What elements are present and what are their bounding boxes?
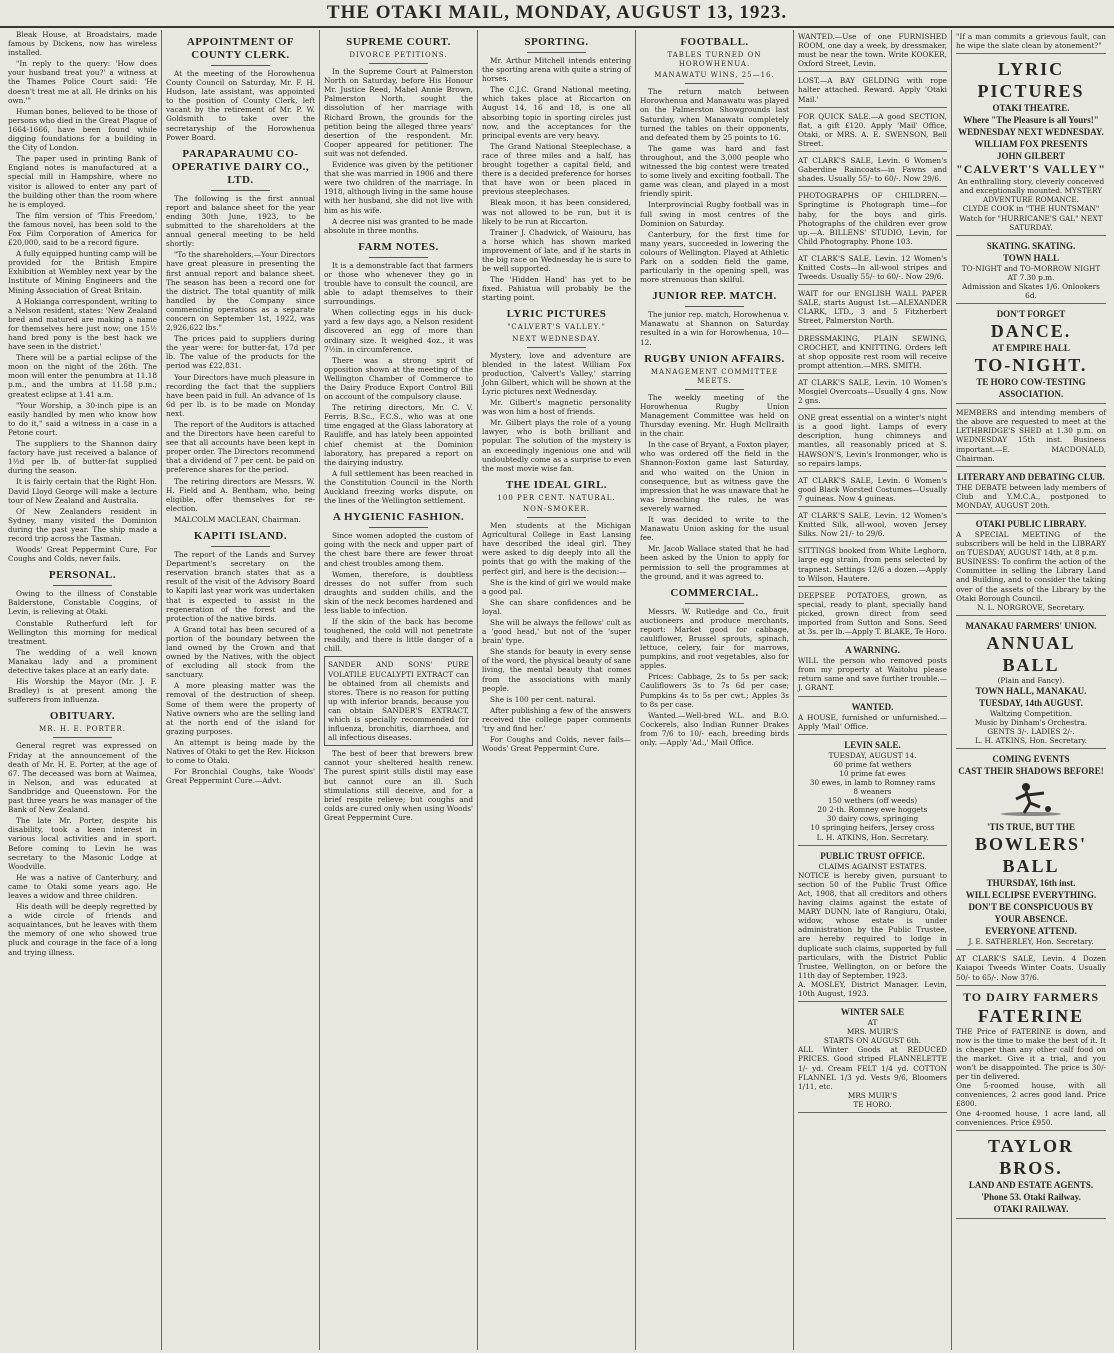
article-heading: LYRIC PICTURES [506, 308, 607, 321]
article-heading: KAPITI ISLAND. [193, 530, 288, 543]
article [482, 36, 631, 302]
ad-line: "If a man commits a grievous fault, can he wipe the slate clean by atonement?" [956, 32, 1106, 51]
boxed-advertisement: SANDER AND SONS' PURE VOLATILE EUCALYPTI EXTRACT can be obtained from all chemists and stores. There is no reason for putting up with inferior brands, because you can obtain SANDER'S EXTRACT, which is specially recommended for influenza, bronchitis, diarrhoea, and all infectious diseases. [324, 656, 473, 746]
paragraph: Your Directors have much pleasure in recording the fact that the suppliers have been paid in full. An advance of 1s 6d per lb. is to be made on Monday next. [166, 372, 315, 418]
ad-line: L. H. ATKINS, Hon. Secretary. [975, 736, 1087, 746]
ad-line: TOWN HALL, MANAKAU. [975, 685, 1087, 696]
article-heading: SUPREME COURT. [346, 36, 451, 48]
paragraph: Messrs. W. Rutledge and Co., fruit auctioneers and produce merchants, report: Market good for cabbage, cauliflower, Brussel sprouts, spinach, lettuce, celery, fair for marrows, pumpkins, and root vegetables, also for apples. [640, 606, 789, 671]
classified-ad [798, 332, 947, 374]
ad-line: Music by Dinham's Orchestra. [974, 718, 1088, 727]
ad-line: L. H. ATKINS, Hon. Secretary. [816, 832, 929, 842]
ad-line: MRS MUIR'S [847, 1090, 898, 1100]
ad-line: WANTED.—Use of one FURNISHED ROOM, one day a week, by dressmaker, must be near the town. Write KOOKER, Oxford Street, Levin. [798, 32, 947, 69]
paragraph: At the meeting of the Horowhenua County Council on Saturday, Mr. F. H. Hudson, late assistant, was appointed to the position of County Clerk, left vacant by the retirement of Mr. P. W. Goldsmith to take over the secretaryship of the Horowhenua Power Board. [166, 69, 315, 142]
article-body [482, 351, 631, 473]
column-7 [952, 30, 1110, 1350]
article-body [640, 393, 789, 581]
paragraph: Of New Zealanders resident in Sydney, many visited the Dominion during the past year. The ship made a record trip across the Tasman. [8, 506, 157, 543]
article-heading: SPORTING. [524, 36, 589, 48]
paragraph: She is the kind of girl we would make a good pal. [482, 577, 631, 596]
paragraph: The wedding of a well known Manakau lady and a prominent detective takes place at an early date. [8, 647, 157, 675]
ad-line: AT CLARK'S SALE, Levin. 10 Women's Mosgiel Overcoats—Usually 4 gns. Now 2 gns. [798, 377, 947, 406]
ad-line: EVERYONE ATTEND. [985, 926, 1077, 937]
ad-line: 'Phone 53. Otaki Railway. [981, 1191, 1081, 1202]
article-body [324, 261, 473, 505]
ad-line: 30 ewes, in lamb to Romney rams [809, 778, 936, 787]
paragraph: Evidence was given by the petitioner that she was married in 1906 and there were two children of the marriage. In 1918, although living in the same house with her husband, she did not live with him as his wife. [324, 160, 473, 215]
article [640, 587, 789, 747]
article-heading: PERSONAL. [48, 569, 117, 582]
paragraph: She can share confidences and be loyal. [482, 597, 631, 616]
ad-line: MEMBERS and intending members of the above are requested to meet at the LETHBRIDGE'S SHED at 1.30 p.m. on WEDNESDAY 15th inst. Business important.—E. MACDONALD, Chairman. [956, 408, 1106, 463]
paragraph: For Bronchial Coughs, take Woods' Great Peppermint Cure.—Advt. [166, 767, 315, 786]
paragraph: She will be always the fellows' cult as a 'good head,' but not of the 'super brain' type. [482, 617, 631, 646]
divider-rule [527, 517, 587, 518]
divider-rule [211, 190, 271, 191]
article-body [166, 194, 315, 524]
column-4 [478, 30, 636, 1350]
article [166, 36, 315, 142]
classified-ad [956, 238, 1106, 304]
ad-line: THE DEBATE between lady members of Club and Y.M.C.A., postponed to MONDAY, AUGUST 20th. [956, 482, 1106, 510]
paragraph: A decree nisi was granted to be made absolute in three months. [324, 216, 473, 235]
paragraph: A Hokianga correspondent, writing to a Nelson resident, states: 'New Zealand bred and matured are making a name for themselves here just now; one 15½ hand bred pony is the best hack we have seen in the district.' [8, 296, 157, 352]
ad-line: TOWN HALL [1002, 252, 1060, 263]
article [640, 353, 789, 581]
ad-line: CLYDE COOK in "THE HUNTSMAN" [962, 204, 1100, 214]
paragraph: Prices: Cabbage, 2s to 5s per sack; Cauliflowers 3s to 7s 6d per case; Pumpkins 4s to 5s per cwt.; Apples 3s to 8s per case. [640, 672, 789, 709]
paragraph: Men students at the Michigan Agricultural College in East Lansing have described the ideal girl. They were asked to dig deeply into all the points that go with the making of the perfect girl, and here is the decision:— [482, 521, 631, 576]
article [482, 308, 631, 472]
ad-line: A. MOSLEY, District Manager. Levin, 10th August, 1923. [798, 979, 947, 998]
paragraph: Bleak House, at Broadstairs, made famous by Dickens, now has wireless installed. [8, 30, 157, 58]
paragraph: She stands for beauty in every sense of the word, the physical beauty of sane living, the mental beauty that comes from the associations with manly people. [482, 647, 631, 693]
ad-line: OTAKI THEATRE. [992, 103, 1070, 114]
ad-line: 8 weaners [853, 787, 892, 797]
classified-ad [956, 406, 1106, 467]
divider-rule [685, 389, 745, 390]
ad-line: PHOTOGRAPHS OF CHILDREN.—Springtime is Photograph time—for baby, for the boys and girls. Photographs of the children ever grow up.—A. BILLENS' STUDIO, Levin, for Child Photography. Phone 103. [798, 191, 947, 246]
ad-line: WINTER SALE [840, 1007, 905, 1018]
ad-line: SKATING. SKATING. [986, 240, 1076, 251]
paragraph: Human bones, believed to be those of persons who died in the Great Plague of 1664-1666, have been found while digging foundations for a building in the City of London. [8, 106, 157, 153]
ad-line: (Plain and Fancy). [997, 675, 1065, 685]
ad-line: DEEPSEE POTATOES, grown, as special, ready to plant, specially hand picked, grown direct from seed imported from Sutton and Sons. Seed at 3s. per lb.—Apply T. BLAKE, Te Horo. [798, 590, 947, 637]
paragraph: MALCOLM MACLEAN, Chairman. [174, 514, 301, 524]
paragraph: The suppliers to the Shannon dairy factory have just received a balance of 1½d per lb. of butter-fat supplied during the season. [8, 439, 157, 476]
article-body [8, 589, 157, 704]
article-subheading: DIVORCE PETITIONS. [349, 51, 448, 59]
article-body [166, 550, 315, 785]
classified-ad [798, 252, 947, 285]
classified-ad [798, 30, 947, 72]
classified-ad [956, 952, 1106, 985]
ad-line: 150 wethers (off weeds) [827, 796, 918, 806]
paragraph: The late Mr. Porter, despite his disability, took a keen interest in various local activities and in sport. Before coming to Levin he was secretary to the Masonic Lodge at Woodville. [8, 816, 157, 871]
article-heading: JUNIOR REP. MATCH. [652, 290, 777, 303]
ad-line: THE Price of FATERINE is down, and now is the time to make the best of it. It is cheaper than any other calf food on the market. Give it a trial, and you won't be disappointed. The price is 30/- per tin delivered. [956, 1026, 1106, 1082]
ad-line: AT CLARK'S SALE, Levin. 4 Dozen Kaiapoi Tweeds Winter Coats. Usually 50/- to 65/-. Now 37/6. [956, 954, 1106, 982]
article [640, 290, 789, 346]
classified-ad [956, 306, 1106, 404]
article [324, 36, 473, 235]
ad-line: 'TIS TRUE, BUT THE [986, 822, 1076, 833]
paragraph: His death will be deeply regretted by a wide circle of friends and acquaintances, but he leaves with them the memory of one who showed true pluck and courage in the face of a long and trying illness. [8, 902, 157, 957]
article-heading: PARAPARAUMU CO-OPERATIVE DAIRY CO., LTD. [171, 147, 310, 186]
ad-line: WILL the person who removed posts from my property at Waitohu please return same and save further trouble.—J. GRANT. [798, 656, 947, 693]
article [8, 569, 157, 704]
classified-ad [956, 988, 1106, 1131]
paragraph: The following is the first annual report and balance sheet for the year ending 30th June, 1923, to be submitted to the shareholders at the annual general meeting to be held shortly: [166, 193, 315, 249]
paragraph: The C.J.C. Grand National meeting, which takes place at Riccarton on August 14, 16 and 18, is one all absorbing topic in sporting circles just now, and the acceptances for the principal events are very heavy. [482, 85, 631, 140]
ad-line: 20 2-th. Romney ewe hoggets [817, 805, 928, 815]
paragraph: When collecting eggs in his duck-yard a few days ago, a Nelson resident discovered an egg of more than ordinary size. It weighed 4oz., it was 7½in. in circumference. [324, 308, 473, 354]
columns [4, 30, 1110, 1350]
paragraph: The report of the Lands and Survey Department's secretary on the reservation branch states that as a result of the visit of the Advisory Board to Kapiti last year work was undertaken that is expected to assist in the regeneration of the forest and the protection of the native birds. [166, 550, 315, 623]
article [324, 511, 473, 822]
article [166, 148, 315, 524]
article-body [640, 87, 789, 284]
article-body [166, 69, 315, 142]
article-subheading: "CALVERT'S VALLEY." [507, 323, 606, 332]
ad-line: AT CLARK'S SALE, Levin. 6 Women's good Black Worsted Costumes—Usually 7 guineas. Now 4 guineas. [798, 475, 947, 503]
ad-line: ANNUAL BALL [986, 632, 1076, 675]
ad-line: GENTS 3/-. LADIES 2/-. [987, 727, 1075, 737]
ad-line: Where "The Pleasure is all Yours!" [963, 115, 1099, 126]
ad-line: AT [867, 1018, 878, 1028]
ad-line: TUESDAY, 14th AUGUST. [979, 697, 1083, 708]
ad-line: JOHN GILBERT [997, 151, 1065, 162]
paragraph: "In reply to the query: 'How does your husband treat you?' a witness at the Thames Police Court said: 'He doesn't treat me at all. He drinks on his own.'" [8, 59, 157, 105]
divider-rule [685, 603, 745, 604]
paragraph: "Your Worship, a 30-inch pipe is an easily handled by men who know how to do it," said a witness in a case in a Petone court. [8, 400, 157, 437]
classified-ad [798, 110, 947, 152]
ad-line: NOTICE is hereby given, pursuant to section 50 of the Public Trust Office Act, 1908, that all creditors and others having claims against the estate of MARY DUNN, late of Rangiuru, Otaki, widow, whose estate is under administration by the Public Trustee, are hereby required to lodge in duplicate such claims, supported by full particulars, with the District Public Trustee, Wellington, on or before the 11th day of September, 1923. [798, 870, 947, 980]
divider-rule [685, 83, 745, 84]
classified-ad [798, 509, 947, 542]
paragraph: Bleak moon, it has been considered, was not allowed to be run, but it is likely to be run at Riccarton. [482, 198, 631, 226]
article [8, 30, 157, 563]
paragraph: The retiring directors, Mr. C. V. Ferris, B.Sc., F.C.S., who was at one time engaged at the Glass laboratory at Rauliffe, and has lately been appointed chief chemist at the Dominion laboratory, has prepared a report on the dairying industry. [324, 403, 473, 467]
ad-line: BUSINESS: To confirm the action of the Committee in selling the Library Land and Building, and to consider the taking over of the assets of the Library by the Otaki Borough Council. [956, 557, 1106, 603]
classified-ad [798, 848, 947, 1002]
paragraph: Mr. Gilbert plays the role of a young lawyer, who is both brilliant and popular. The solution of the mystery is an exceedingly ingenious one and will undoubtedly come as a surprise to even the most movie wise fan. [482, 418, 631, 473]
divider-rule [369, 527, 429, 528]
classified-ad [956, 469, 1106, 514]
article-subheading: NON-SMOKER. [523, 504, 590, 513]
article-subheading: NEXT WEDNESDAY. [512, 334, 601, 343]
column-6 [794, 30, 952, 1350]
paragraph: The film version of 'This Freedom,' the famous novel, has been sold to the Fox Film Corporation of America for £20,000, said to be a record figure. [8, 210, 157, 248]
paragraph: His Worship the Mayor (Mr. J. F. Bradley) is at present among the sufferers from influenza. [8, 677, 157, 705]
classified-ad [798, 737, 947, 846]
ad-line: ONE great essential on a winter's night is a good light. Lamps of every description, hung chimneys and mantles, all reasonably priced at S. HAWSON'S, Levin's Ironmonger, who is so repairs lamps. [798, 413, 947, 468]
paragraph: General regret was expressed on Friday at the announcement of the death of Mr. H. E. Porter, at the age of 67. The deceased was born at Waimea, in Nelson, and was educated at Sandbridge and Queenstown. For the past three years he was manager of the Bank of New Zealand. [8, 741, 157, 815]
ad-line: WILLIAM FOX PRESENTS [974, 139, 1088, 150]
ad-line: WANTED. [851, 701, 894, 712]
paragraph: He was a native of Canterbury, and came to Otaki some years ago. He leaves a widow and three children. [8, 872, 157, 900]
classified-ad [956, 1133, 1106, 1219]
article-body [640, 607, 789, 747]
ad-line: FATERINE [977, 1005, 1085, 1026]
ad-line: Waltzing Competition. [989, 708, 1073, 718]
ad-line: CLAIMS AGAINST ESTATES. [818, 861, 927, 871]
classified-ad [798, 474, 947, 507]
ad-line: LYRIC PICTURES [977, 59, 1085, 102]
paragraph: "To the shareholders,—Your Directors have great pleasure in presenting the first annual report and balance sheet. The season has been a record one for the district. The total quantity of milk handled by the Company since commencing operations as a separate concern on September 1st, 1922, was 2,926,622 lbs." [166, 250, 315, 333]
article [482, 479, 631, 753]
divider-rule [685, 306, 745, 307]
ad-line: AT CLARK'S SALE, Levin. 12 Women's Knitted Costs—In all-wool stripes and Tweeds. Usually 55/- to 60/-. Now 29/6. [798, 253, 947, 282]
article-body [640, 310, 789, 346]
paragraph: The Grand National Steeplechase, a race of three miles and a half, has brought together a capital field, and there is a decided preference for horses that have won or been placed in previous steeplechases. [482, 141, 631, 197]
article-subheading: 100 PER CENT. NATURAL. [497, 493, 616, 502]
article-subheading: TABLES TURNED ON HOROWHENUA. [667, 51, 762, 69]
divider-rule [53, 737, 113, 738]
ad-line: COMING EVENTS [992, 754, 1070, 765]
article-body [324, 749, 473, 822]
classified-ad [798, 411, 947, 472]
ad-line: OTAKI RAILWAY. [993, 1203, 1069, 1214]
ad-line: DON'T FORGET [996, 309, 1066, 320]
ad-line: 10 springing heifers, Jersey cross [810, 823, 935, 833]
divider-rule [369, 257, 429, 258]
article [166, 530, 315, 785]
article-subheading: MR. H. E. PORTER. [39, 725, 126, 734]
article-heading: RUGBY UNION AFFAIRS. [644, 352, 785, 365]
paragraph: The paper used in printing Bank of England notes is manufactured at a special mill in Hampshire, where no visitor is allowed to enter any part of the building other than the room where he is employed. [8, 154, 157, 209]
article-body [482, 56, 631, 302]
paragraph: An attempt is being made by the Natives of Otaki to get the Rev. Hickson to come to Otaki. [166, 737, 315, 766]
paragraph: Trainer J. Chadwick, of Waiouru, has a horse which has shown marked improvement of late, and if he starts in the big race on Wednesday he is sure to be well supported. [482, 227, 631, 274]
paragraph: Mr. Jacob Wallace stated that he had been asked by the Union to apply for permission to sell the programmes at the ground, and it was agreed to. [640, 544, 789, 581]
article-heading: FARM NOTES. [358, 240, 439, 253]
ad-line: PUBLIC TRUST OFFICE. [820, 850, 925, 861]
classified-ad [798, 589, 947, 640]
ad-line: ALL Winter Goods at REDUCED PRICES. Good striped FLANNELETTE 1/- yd. Cream FELT 1/4 yd. COTTON FLANNEL 1/3 yd. Vests 9/6, Bloomers 1/11, etc. [798, 1045, 947, 1091]
ad-line: TO-NIGHT. [974, 355, 1088, 376]
paragraph: Constable Rutherfurd left for Wellington this morning for medical treatment. [8, 618, 157, 646]
ad-line: FOR QUICK SALE.—A good SECTION, flat, a gift £120. Apply 'Mail' Office, Otaki, or MRS. A. E. SWENSON, Bell Street. [798, 111, 947, 148]
paragraph: Wanted.—Well-bred W.L. and B.O. Cockerels, also Indian Runner Drakes from 7/6 to 10/- each, breeding birds only. —Apply 'Ad.,' Mail Office. [640, 710, 789, 747]
ad-line: MRS. MUIR'S [846, 1027, 899, 1037]
ad-line: Admission and Skates 1/6. Onlookers 6d. [962, 281, 1100, 301]
paragraph: Since women adopted the custom of going with the neck and upper part of the chest bare there are fewer throat and chest troubles among them. [324, 531, 473, 568]
paragraph: Mr. Gilbert's magnetic personality was won him a host of friends. [482, 398, 631, 417]
paragraph: The best of beer that brewers brew cannot your sheltered health renew. The purest spirit stills distil may ease but cannot cure an ill. Such stimulations still deceive, and for a brief respite relieve; but coughs and colds are cured only when using Woods' Great Peppermint Cure. [324, 749, 473, 822]
ad-line: An enthralling story, cleverly conceived and exceptionally mounted. MYSTERY ADVENTURE ROMANCE. [957, 177, 1105, 205]
paragraph: It was decided to write to the Manawatu Union asking for the usual fee. [640, 515, 789, 543]
article-heading: APPOINTMENT OF COUNTY CLERK. [186, 36, 295, 61]
article-subheading: MANAGEMENT COMMITTEE MEETS. [650, 367, 779, 385]
article-heading: THE IDEAL GIRL. [505, 478, 608, 491]
divider-rule [527, 347, 587, 348]
bowler-illustration-icon [996, 781, 1066, 817]
article-body [324, 531, 473, 653]
paragraph: Canterbury, for the first time for many years, succeeded in lowering the colours of Wellington. Played at Athletic Park on a sodden field the game, particularly in the opening spell, was more strenuous than skilful. [640, 229, 789, 285]
paragraph: A Grand total has been secured of a portion of the boundary between the land owned by the Crown and that owned by the Natives, with the object of excluding all stock from the sanctuary. [166, 624, 315, 680]
ad-line: AT EMPIRE HALL [992, 343, 1070, 354]
paragraph: The junior rep. match, Horowhenua v. Manawatu at Shannon on Saturday resulted in a win for Horowhenua, 10—12. [640, 310, 789, 347]
masthead: THE OTAKI MAIL, MONDAY, AUGUST 13, 1923. [0, 0, 1114, 28]
ad-line: WEDNESDAY NEXT WEDNESDAY. [958, 127, 1104, 138]
classified-ad [956, 751, 1106, 950]
ad-line: WILL ECLIPSE EVERYTHING. [965, 890, 1097, 901]
paragraph: It is fairly certain that the Right Hon. David Lloyd George will make a lecture tour of New Zealand and Australia. [8, 477, 157, 505]
ad-line: STARTS ON AUGUST 6th. [823, 1036, 922, 1046]
paragraph: Mystery, love and adventure are blended in the latest William Fox production, 'Calvert's Valley,' starring John Gilbert, which will be shown at the Lyric pictures next Wednesday. [482, 350, 631, 396]
ad-line: TUESDAY, AUGUST 14. [828, 750, 917, 760]
ad-line: TE HORO COW-TESTING ASSOCIATION. [976, 377, 1086, 400]
ad-line: A WARNING. [845, 645, 900, 656]
paragraph: The report of the Auditors is attached and the Directors have been careful to see that all accounts have been kept in proper order. The Directors recommend that a dividend of 7 per cent. be paid on preference shares for the period. [166, 420, 315, 475]
classified-ad [798, 154, 947, 187]
ad-line: TO-NIGHT and TO-MORROW NIGHT AT 7.30 p.m. [961, 263, 1101, 282]
article-heading: FOOTBALL. [680, 36, 749, 48]
article-subheading: MANAWATU WINS, 25—16. [654, 71, 775, 80]
ad-line: N. L. NORGROVE, Secretary. [977, 602, 1085, 612]
classified-ad [798, 376, 947, 409]
ad-line: AT CLARK'S SALE, Levin. 12 Women's Knitted Silk, all-wool, woven Jersey Silks. Now 21/- to 29/6. [798, 511, 947, 539]
ad-line: WAIT for our ENGLISH WALL PAPER SALE, starts August 1st.—ALEXANDER CLARK, LTD., 3 and 5 Fitzherbert Street, Palmerston North. [798, 289, 947, 326]
paragraph: The game was hard and fast throughout, and the 3,000 people who witnessed the big contest were treated to some lively and exciting football. The game was clean, and played in a most friendly spirit. [640, 143, 789, 199]
classified-ad [956, 30, 1106, 54]
classified-ad [798, 74, 947, 107]
paragraph: The prices paid to suppliers during the year were: for butter-fat, 17d per lb. The value of the products for the period was £22,831. [166, 334, 315, 371]
paragraph: For Coughs and Colds, never fails—Woods' Great Peppermint Cure. [482, 735, 631, 754]
ad-line: TAYLOR BROS. [987, 1135, 1075, 1178]
classified-ad [956, 56, 1106, 236]
article-body [8, 741, 157, 956]
classified-ad [956, 516, 1106, 616]
ad-line: CAST THEIR SHADOWS BEFORE! [958, 766, 1104, 777]
paragraph: It is a demonstrable fact that farmers or those who whenever they go in trouble have to consult the council, are able to adapt themselves to their surroundings. [324, 260, 473, 307]
ad-line: LEVIN SALE. [844, 739, 901, 750]
paragraph: After publishing a few of the answers received the college paper comments 'try and find her.' [482, 705, 631, 733]
column-2 [162, 30, 320, 1350]
ad-line: "CALVERT'S VALLEY" [956, 162, 1106, 177]
article-body [8, 30, 157, 563]
divider-rule [527, 52, 587, 53]
ad-line: A HOUSE, furnished or unfurnished.—Apply 'Mail' Office. [798, 712, 947, 731]
ad-line: DON'T BE CONSPICUOUS BY YOUR ABSENCE. [968, 902, 1094, 925]
ad-line: THURSDAY, 16th inst. [986, 878, 1076, 889]
ad-line: 60 prime fat wethers [833, 759, 912, 769]
paragraph: Mr. Arthur Mitchell intends entering the sporting arena with quite a string of horses. [482, 56, 631, 84]
ad-line: LOST.—A BAY GELDING with rope halter attached. Reward. Apply 'Otaki Mail.' [798, 76, 947, 104]
ad-line: AT CLARK'S SALE, Levin. 6 Women's Gaberdine Raincoats—in Fawns and shades. Usually 55/- to 60/-. Now 29/6. [798, 156, 947, 184]
ad-line: One 5-roomed house, with all conveniences, 2 acres good land. Price £800. [956, 1081, 1106, 1109]
paragraph: Woods' Great Peppermint Cure, For Coughs and Colds, never fails. [8, 545, 157, 564]
classified-ad [956, 618, 1106, 749]
paragraph: Owing to the illness of Constable Balderstone, Constable Coggins, of Levin, is relieving at Otaki. [8, 589, 157, 617]
paragraph: The retiring directors are Messrs. W. H. Field and A. Bentham, who, being eligible, offer themselves for re-election. [166, 476, 315, 513]
ad-line: DANCE. [990, 321, 1072, 342]
classified-ad [798, 189, 947, 250]
paragraph: There was a strong spirit of opposition shown at the meeting of the Wellington Chamber of Commerce to the Dairy Produce Export Control Bill on account of the compulsory clause. [324, 355, 473, 402]
paragraph: The weekly meeting of the Horowhenua Rugby Union Management Committee was held on Thursday evening. Mr. Hugh McIlraith in the chair. [640, 392, 789, 439]
paragraph: A full settlement has been reached in the Constitution Council in the North Auckland freezing works dispute, on the lines of the Wellington settlement. [324, 468, 473, 506]
paragraph: Interprovincial Rugby football was in full swing in most centres of the Dominion on Saturday. [640, 200, 789, 228]
paragraph: If the skin of the back has become toughened, the cold will not penetrate readily, and there is little danger of a chill. [324, 617, 473, 654]
divider-rule [369, 63, 429, 64]
column-1 [4, 30, 162, 1350]
divider-rule [211, 546, 271, 547]
paragraph: There will be a partial eclipse of the moon on the night of the 26th. The moon will enter the penumbra at 11.18 p.m., and the umbra at 11.58 p.m.; greatest eclipse at 1.41 a.m. [8, 353, 157, 399]
paragraph: The 'Hidden Hand' has yet to be fixed. Pahiatua will probably be the starting point. [482, 275, 631, 303]
classified-ad [798, 287, 947, 329]
ad-line: LAND AND ESTATE AGENTS. [968, 1179, 1094, 1190]
column-3 [320, 30, 478, 1350]
ad-line: Watch for "HURRICANE'S GAL" NEXT SATURDAY. [959, 213, 1103, 232]
paragraph: The return match between Horowhenua and Manawatu was played on the Palmerston Showgrounds last Saturday, when Manawatu completely turned the tables on their opponents, and defeated them by 25 points to 16. [640, 87, 789, 142]
ad-line: OTAKI PUBLIC LIBRARY. [975, 518, 1087, 529]
divider-rule [211, 65, 271, 66]
paragraph: Women, therefore, is doubtless dresses do not suffer from such draughts and sudden chills, and the skin of the neck becomes hardened and less liable to infection. [324, 569, 473, 615]
classified-ad [798, 699, 947, 735]
paragraph: In the case of Bryant, a Foxton player, who was ordered off the field in the Shannon-Foxton game last Saturday, and who waited on the Union in consequence, but as witness gave the impression that he was unaware that he was breaching the rules, he was severely warned. [640, 440, 789, 513]
ad-line: LITERARY AND DEBATING CLUB. [957, 471, 1105, 482]
classified-ad [798, 544, 947, 586]
article-heading: COMMERCIAL. [670, 586, 759, 599]
ad-line: BOWLERS' BALL [974, 834, 1088, 877]
paragraph: She is 100 per cent. natural. [490, 694, 596, 704]
ad-line: SITTINGS booked from White Leghorn, large egg strain, from pens selected by trapnest. Settings 12/6 a dozen.—Apply to Wilson, Hautere. [798, 546, 947, 583]
paragraph: A fully equipped hunting camp will be provided for the British Empire Exhibition at Wembley next year by the Institute of Mining Engineers and the Mining Association of Great Britain. [8, 249, 157, 295]
ad-line: TE HORO. [853, 1099, 892, 1109]
ad-line: TO DAIRY FARMERS [962, 989, 1100, 1004]
ad-line: 30 dairy cows, springing [826, 814, 919, 824]
article-heading: A HYGIENIC FASHION. [332, 511, 465, 524]
classified-ad [798, 1004, 947, 1113]
divider-rule [53, 585, 113, 586]
article [324, 241, 473, 505]
paragraph: In the Supreme Court at Palmerston North on Saturday, before His Honour Mr. Justice Reed, Mabel Annie Brown, Palmerston North, sought the dissolution of her marriage with Richard Brown, the grounds for the petition being the alleged three years' desertion of the respondent. Mr. Cooper appeared for petitioner. The suit was not defended. [324, 67, 473, 158]
ad-line: One 4-roomed house, 1 acre land, all conveniences. Price £950. [956, 1108, 1106, 1127]
ad-line: MANAKAU FARMERS' UNION. [965, 620, 1097, 631]
paragraph: A more pleasing matter was the removal of the destruction of sheep. Some of them were the property of Native owners who are the selling land at the north end of the island for grazing purposes. [166, 681, 315, 736]
article [8, 710, 157, 956]
column-5 [636, 30, 794, 1350]
article-body [482, 521, 631, 753]
ad-line: DRESSMAKING, PLAIN SEWING, CROCHET, and KNITTING. Orders left at shop opposite rest room will receive prompt attention.—MRS. SMITH. [798, 333, 947, 370]
ad-line: A SPECIAL MEETING of the subscribers will be held in the LIBRARY on TUESDAY, AUGUST 14th, at 8 p.m. [956, 529, 1106, 558]
ad-line: 10 prime fat ewes [839, 768, 906, 778]
article [640, 36, 789, 284]
classified-ad [798, 642, 947, 696]
article-heading: OBITUARY. [49, 710, 116, 723]
article-body [324, 67, 473, 235]
ad-line: J. E. SATHERLEY, Hon. Secretary. [968, 937, 1094, 947]
